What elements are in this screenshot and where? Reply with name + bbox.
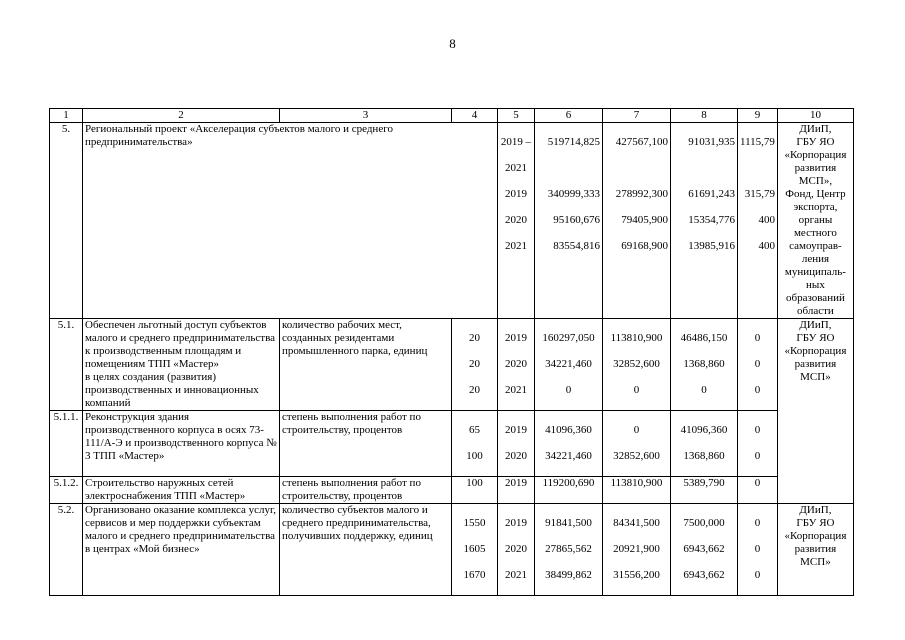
amount: 113810,900 xyxy=(603,477,671,504)
total-funds-cell xyxy=(535,123,603,319)
amount: 519714,825 xyxy=(547,136,600,148)
target-value: 20 xyxy=(469,384,480,396)
years-cell xyxy=(498,123,535,319)
amount: 27865,562 xyxy=(545,543,592,555)
years-cell xyxy=(498,504,535,596)
amount: 34221,460 xyxy=(545,358,592,370)
amount: 0 xyxy=(754,332,761,344)
table-row xyxy=(50,319,854,411)
measures-table xyxy=(49,108,854,596)
column-number: 5 xyxy=(498,109,535,123)
year: 2020 xyxy=(505,358,527,370)
row-number: 5.2. xyxy=(50,504,83,596)
column-number: 6 xyxy=(535,109,603,123)
amount: 160297,050 xyxy=(542,332,595,344)
regional-funds-cell xyxy=(671,504,738,596)
amount: 1115,79 xyxy=(740,136,775,148)
target-values-cell xyxy=(452,504,498,596)
row-number: 5.1.1. xyxy=(50,411,83,477)
target-values-cell xyxy=(452,411,498,477)
amount: 0 xyxy=(754,450,761,462)
column-number: 2 xyxy=(83,109,280,123)
table-row xyxy=(50,504,854,596)
year: 2019 xyxy=(498,477,535,504)
indicator-cell: степень выполнения работ по строительству, процентов xyxy=(280,477,452,504)
amount: 41096,360 xyxy=(680,424,728,436)
target-value: 100 xyxy=(452,477,498,504)
amount: 0 xyxy=(754,358,761,370)
target-value: 100 xyxy=(466,450,483,462)
federal-funds-cell xyxy=(603,123,671,319)
table-row xyxy=(50,123,854,319)
amount: 0 xyxy=(633,384,640,396)
other-funds-cell xyxy=(738,319,778,411)
year: 2020 xyxy=(505,543,527,555)
regional-funds-cell xyxy=(671,319,738,411)
target-value: 20 xyxy=(469,332,480,344)
amount: 0 xyxy=(754,424,761,436)
column-number: 9 xyxy=(738,109,778,123)
other-funds-cell xyxy=(738,504,778,596)
amount: 0 xyxy=(754,384,761,396)
amount: 400 xyxy=(758,214,775,226)
amount: 400 xyxy=(758,240,775,252)
blank-line xyxy=(537,162,600,175)
year: 2021 xyxy=(505,569,527,581)
years-cell xyxy=(498,319,535,411)
amount: 79405,900 xyxy=(621,214,668,226)
amount: 6943,662 xyxy=(683,543,725,555)
indicator-cell: степень выполнения работ по строительству, процентов xyxy=(280,411,452,477)
regional-funds-cell xyxy=(671,411,738,477)
amount: 1368,860 xyxy=(683,450,725,462)
amount: 7500,000 xyxy=(683,517,725,529)
amount: 0 xyxy=(738,477,778,504)
regional-funds-cell xyxy=(671,123,738,319)
executors-cell: ДИиП, ГБУ ЯО «Корпорация развития МСП» xyxy=(777,319,853,504)
indicator-cell: количество субъектов малого и среднего предпринимательства, получивших поддержку, единиц xyxy=(280,504,452,596)
federal-funds-cell xyxy=(603,504,671,596)
measure-title: Организовано оказание комплекса услуг, сервисов и мер поддержки субъектам малого и среднего предпринимательства в центрах «Мой бизнес» xyxy=(83,504,280,596)
amount: 0 xyxy=(701,384,707,396)
amount: 13985,916 xyxy=(688,240,735,252)
amount: 83554,816 xyxy=(553,240,600,252)
year: 2021 xyxy=(505,162,527,174)
amount: 0 xyxy=(754,543,761,555)
column-number: 3 xyxy=(280,109,452,123)
amount: 5389,790 xyxy=(671,477,738,504)
target-value: 65 xyxy=(469,424,480,436)
year: 2021 xyxy=(505,240,527,252)
amount: 46486,150 xyxy=(680,332,728,344)
target-value: 1670 xyxy=(463,569,486,581)
federal-funds-cell xyxy=(603,319,671,411)
amount: 32852,600 xyxy=(613,358,660,370)
year: 2021 xyxy=(505,384,527,396)
total-funds-cell xyxy=(535,319,603,411)
measure-title: Обеспечен льготный доступ субъектов малого и среднего предпринимательства к производственным площадям и помещениям ТПП «Мастер» в целях создания (развития) производственных и инновационных компаний xyxy=(83,319,280,411)
year: 2019 xyxy=(505,424,527,436)
column-number: 8 xyxy=(671,109,738,123)
amount: 34221,460 xyxy=(545,450,592,462)
amount: 0 xyxy=(565,384,572,396)
page-number: 8 xyxy=(449,36,456,51)
amount: 61691,243 xyxy=(688,188,735,200)
executors-cell: ДИиП, ГБУ ЯО «Корпорация развития МСП» xyxy=(777,504,853,596)
row-number: 5.1. xyxy=(50,319,83,411)
amount: 15354,776 xyxy=(688,214,735,226)
year: 2019 xyxy=(505,517,527,529)
column-number: 7 xyxy=(603,109,671,123)
total-funds-cell xyxy=(535,504,603,596)
amount: 41096,360 xyxy=(545,424,592,436)
target-value: 20 xyxy=(469,358,480,370)
column-number: 1 xyxy=(50,109,83,123)
amount: 84341,500 xyxy=(613,517,660,529)
amount: 113810,900 xyxy=(610,332,663,344)
year: 2019 xyxy=(505,332,527,344)
project-title: Региональный проект «Акселерация субъектов малого и среднего предпринимательства» xyxy=(83,123,498,319)
amount: 1368,860 xyxy=(683,358,725,370)
federal-funds-cell xyxy=(603,411,671,477)
amount: 20921,900 xyxy=(613,543,660,555)
column-number: 4 xyxy=(452,109,498,123)
year: 2019 xyxy=(505,188,527,200)
amount: 0 xyxy=(633,424,640,436)
amount: 315,79 xyxy=(744,188,775,200)
row-number: 5. xyxy=(50,123,83,319)
year: 2020 xyxy=(505,214,527,226)
years-cell xyxy=(498,411,535,477)
amount: 119200,690 xyxy=(535,477,603,504)
other-funds-cell xyxy=(738,123,778,319)
table-row xyxy=(50,411,854,477)
amount: 69168,900 xyxy=(621,240,668,252)
other-funds-cell xyxy=(738,411,778,477)
blank-line xyxy=(605,162,668,175)
target-value: 1550 xyxy=(463,517,486,529)
executors-cell: ДИиП, ГБУ ЯО «Корпорация развития МСП», Фонд, Центр экспорта, органы местного самоуправ- ления муниципаль- ных образований области xyxy=(777,123,853,319)
table-row xyxy=(50,477,854,504)
target-value: 1605 xyxy=(463,543,486,555)
amount: 95160,676 xyxy=(553,214,600,226)
amount: 0 xyxy=(754,569,761,581)
amount: 38499,862 xyxy=(545,569,592,581)
blank-line xyxy=(740,162,775,175)
target-values-cell xyxy=(452,319,498,411)
total-funds-cell xyxy=(535,411,603,477)
amount: 0 xyxy=(754,517,761,529)
column-number: 10 xyxy=(777,109,853,123)
amount: 91031,935 xyxy=(688,136,735,148)
measure-title: Строительство наружных сетей электроснабжения ТПП «Мастер» xyxy=(83,477,280,504)
year: 2020 xyxy=(505,450,527,462)
amount: 427567,100 xyxy=(615,136,668,148)
column-numbers-row xyxy=(50,109,854,123)
amount: 6943,662 xyxy=(683,569,725,581)
year: 2019 – xyxy=(500,136,532,148)
amount: 91841,500 xyxy=(545,517,592,529)
indicator-cell: количество рабочих мест, созданных резидентами промышленного парка, единиц xyxy=(280,319,452,411)
measure-title: Реконструкция здания производственного корпуса в осях 73-111/А-Э и производственного корпуса № 3 ТПП «Мастер» xyxy=(83,411,280,477)
amount: 32852,600 xyxy=(613,450,660,462)
row-number: 5.1.2. xyxy=(50,477,83,504)
amount: 31556,200 xyxy=(613,569,660,581)
blank-line xyxy=(673,162,735,175)
amount: 340999,333 xyxy=(547,188,600,200)
amount: 278992,300 xyxy=(615,188,668,200)
